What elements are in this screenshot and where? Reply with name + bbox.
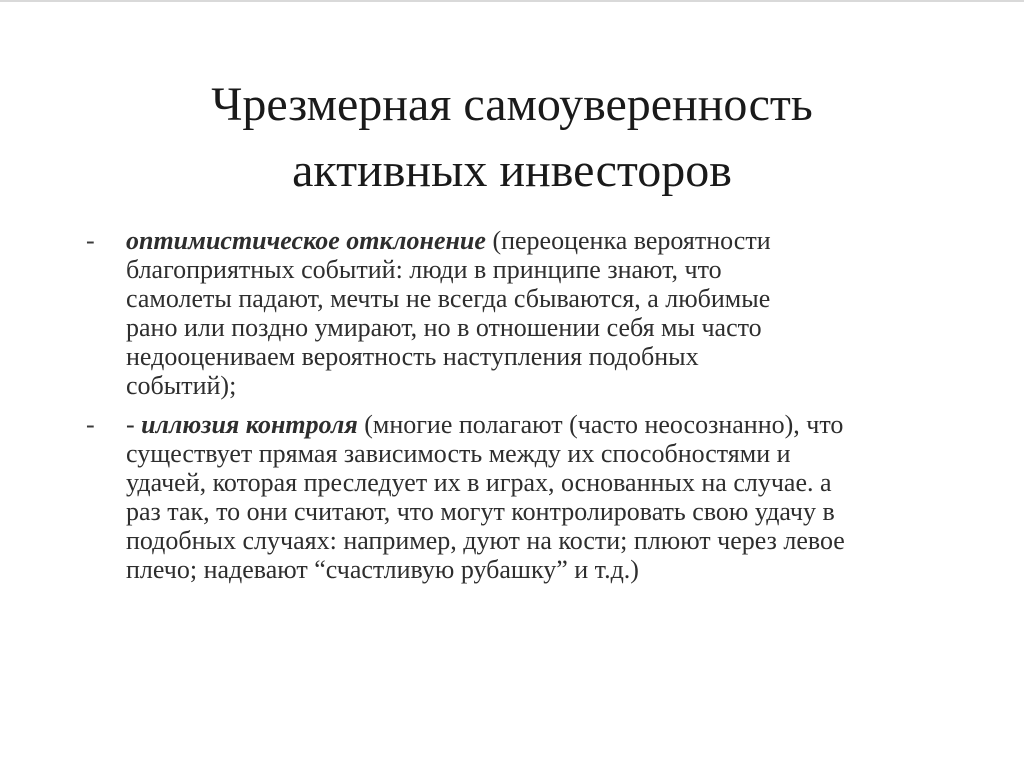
bullet-illusion-of-control: [86, 410, 926, 584]
bullet-text: (многие полагают (часто неосознанно), что: [357, 410, 844, 439]
bullet-line: событий);: [126, 371, 237, 400]
bullet-line: недооцениваем вероятность наступления подобных: [126, 342, 699, 371]
title-line-1: Чрезмерная самоуверенность: [211, 78, 813, 131]
top-divider: [0, 0, 1024, 2]
bullet-line: [126, 226, 926, 255]
bullet-line: существует прямая зависимость между их способностями и: [126, 439, 791, 468]
bullet-text: (переоценка вероятности: [485, 226, 771, 255]
bullet-term: иллюзия контроля: [141, 410, 358, 439]
bullet-line: рано или поздно умирают, но в отношении себя мы часто: [126, 313, 762, 342]
bullet-optimistic-bias: [86, 226, 926, 400]
bullet-line: раз так, то они считают, что могут контролировать свою удачу в: [126, 497, 835, 526]
bullet-prefix: -: [126, 410, 142, 439]
bullet-list: [86, 226, 926, 594]
bullet-line: удачей, которая преследует их в играх, основанных на случае. а: [126, 468, 832, 497]
bullet-line: благоприятных событий: люди в принципе знают, что: [126, 255, 722, 284]
bullet-line: самолеты падают, мечты не всегда сбываются, а любимые: [126, 284, 771, 313]
bullet-line: плечо; надевают “счастливую рубашку” и т.д.): [126, 555, 639, 584]
slide-title: [40, 72, 984, 204]
bullet-line: [126, 410, 926, 439]
bullet-marker: -: [86, 410, 95, 439]
bullet-line: подобных случаях: например, дуют на кости; плюют через левое: [126, 526, 845, 555]
title-line-2: активных инвесторов: [292, 144, 732, 197]
bullet-marker: -: [86, 226, 95, 255]
bullet-term: оптимистическое отклонение: [126, 226, 486, 255]
